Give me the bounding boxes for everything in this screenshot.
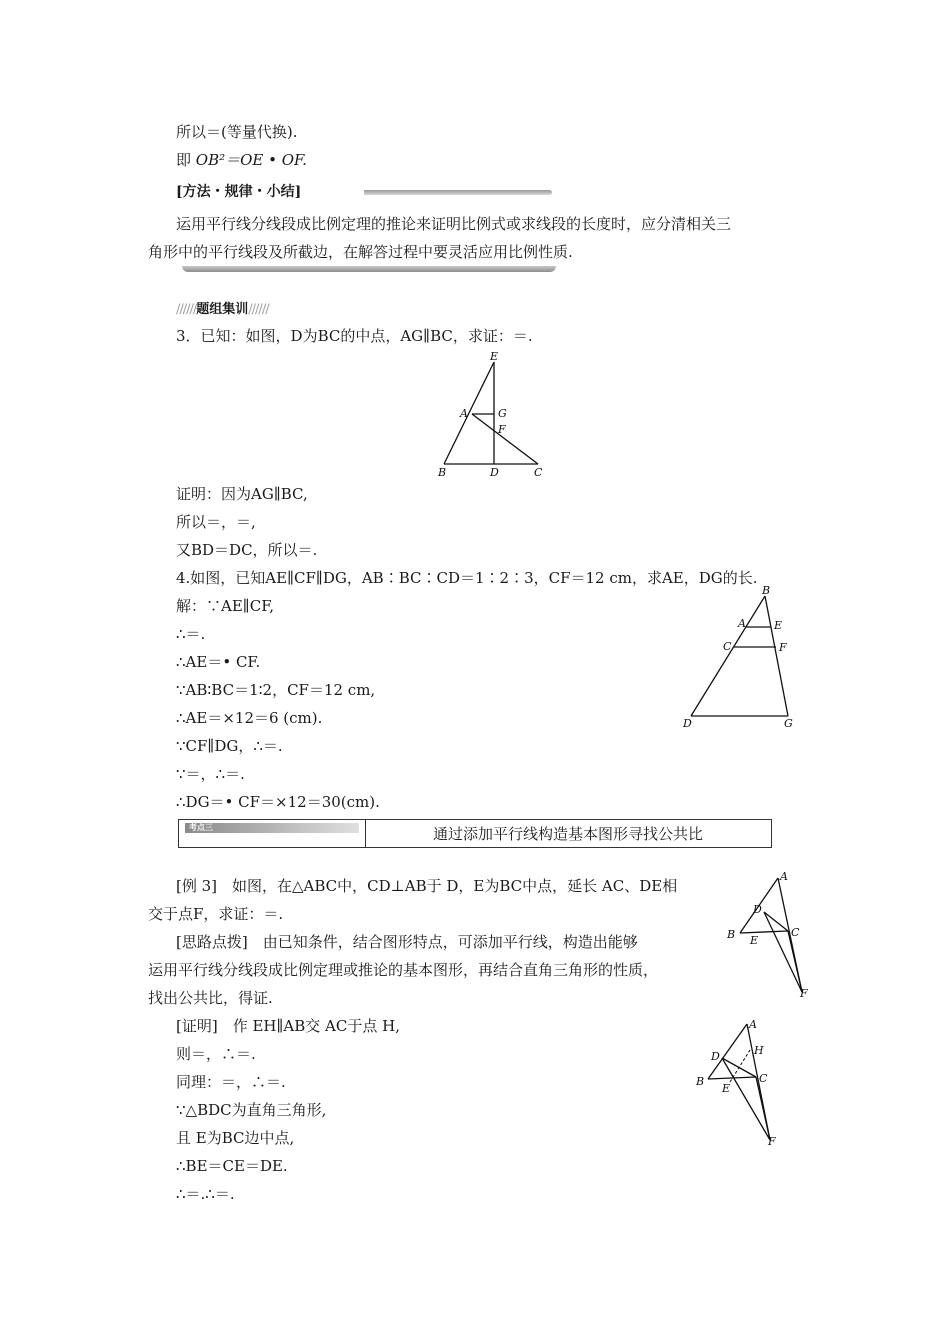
math-expression: OB²＝OE • OF. xyxy=(195,151,307,169)
figure-trapezoid-bdg xyxy=(676,584,806,734)
label-c: C xyxy=(791,926,800,939)
solution-line: ∴AE＝×12＝6 (cm). xyxy=(176,709,323,727)
proof-line: 证明：因为AG∥BC, xyxy=(176,485,308,503)
hint-line: 找出公共比，得证. xyxy=(148,989,273,1007)
solution-line: ∵CF∥DG，∴＝. xyxy=(176,737,283,755)
label-e: E xyxy=(774,619,783,632)
section-bottom-bar xyxy=(176,266,556,275)
line-df xyxy=(722,1058,770,1140)
label-b: B xyxy=(696,1075,705,1088)
proof-line: ∵△BDC为直角三角形, xyxy=(176,1101,327,1119)
line-cf xyxy=(788,931,802,992)
hatch-decoration: ////// xyxy=(176,302,197,317)
proof-line: ∴BE＝CE＝DE. xyxy=(176,1157,288,1175)
solution-line: ∴＝. xyxy=(176,625,206,643)
solution-line: 解：∵AE∥CF, xyxy=(176,597,275,615)
label-f: F xyxy=(800,987,808,1000)
figure-example3 xyxy=(720,868,820,1002)
label-b: B xyxy=(762,584,771,597)
method-section-header xyxy=(176,181,554,201)
method-body-line: 角形中的平行线段及所截边，在解答过程中要灵活应用比例性质. xyxy=(148,243,573,261)
method-body-line: 运用平行线分线段成比例定理的推论来证明比例式或求线段的长度时，应分清相关三 xyxy=(176,215,732,233)
section-rule xyxy=(364,190,552,195)
label-c: C xyxy=(723,640,732,653)
proof-line: 所以＝，＝, xyxy=(176,513,256,531)
label-a: A xyxy=(738,617,746,630)
proof-line: 则＝，∴＝. xyxy=(176,1045,256,1063)
line-eb xyxy=(444,362,494,464)
proof-line: 又BD＝DC，所以＝. xyxy=(176,541,318,559)
solution-line: ∵AB∶BC＝1∶2，CF＝12 cm, xyxy=(176,681,376,699)
hatch-decoration: ////// xyxy=(248,302,269,317)
line-dc xyxy=(764,912,788,931)
label-b: B xyxy=(438,466,447,479)
group-label-text: 题组集训 xyxy=(196,302,249,317)
key-point-title: 通过添加平行线构造基本图形寻找公共比 xyxy=(432,825,703,843)
solution-line: ∵＝，∴＝. xyxy=(176,765,245,783)
label-a: A xyxy=(780,870,788,883)
label-a: A xyxy=(460,407,468,420)
label-e: E xyxy=(750,934,759,947)
label-c: C xyxy=(534,466,543,479)
label-f: F xyxy=(768,1135,776,1148)
proof-line: 且 E为BC边中点, xyxy=(176,1129,295,1147)
label-b: B xyxy=(727,928,736,941)
label-f: F xyxy=(779,641,787,654)
key-point-tag-text: 考点三 xyxy=(189,822,213,832)
label-e: E xyxy=(722,1082,731,1095)
text-prefix: 即 xyxy=(176,151,196,169)
line-cf xyxy=(756,1077,770,1140)
line-bd xyxy=(691,596,765,716)
line-bc xyxy=(740,931,788,933)
line-bg xyxy=(765,596,788,716)
text-line xyxy=(176,150,307,170)
question-3: 3．已知：如图，D为BC的中点，AG∥BC，求证：＝. xyxy=(176,327,533,345)
label-d: D xyxy=(711,1050,720,1063)
example-3-line: 交于点F，求证：＝. xyxy=(148,905,284,923)
solution-line: ∴AE＝• CF. xyxy=(176,653,261,671)
line-df xyxy=(764,912,802,992)
proof-line: ∴＝.∴＝. xyxy=(176,1185,235,1203)
label-h: H xyxy=(754,1044,764,1057)
method-label: [方法・规律・小结] xyxy=(176,184,302,200)
label-a: A xyxy=(749,1018,757,1031)
line-bc xyxy=(708,1077,756,1079)
key-point-tag-cell xyxy=(179,820,366,847)
solution-line: ∴DG＝• CF＝×12＝30(cm). xyxy=(176,793,380,811)
label-g: G xyxy=(784,717,793,730)
question-4: 4.如图，已知AE∥CF∥DG，AB∶BC∶CD＝1∶2∶3，CF＝12 cm，求AE，DG的长. xyxy=(176,569,758,587)
key-point-table xyxy=(178,819,772,848)
proof-line: 同理：＝，∴＝. xyxy=(176,1073,286,1091)
figure-triangle-egf xyxy=(430,350,560,480)
hint-line: 运用平行线分线段成比例定理或推论的基本图形，再结合直角三角形的性质， xyxy=(148,961,659,979)
label-e: E xyxy=(490,350,499,363)
label-d: D xyxy=(683,717,692,730)
example-3-line: [例 3] 如图，在△ABC中，CD⊥AB于 D，E为BC中点，延长 AC、DE相 xyxy=(176,877,678,895)
label-d: D xyxy=(490,466,499,479)
key-point-tag xyxy=(185,823,359,833)
label-d: D xyxy=(753,903,762,916)
label-c: C xyxy=(759,1072,768,1085)
label-g: G xyxy=(498,407,507,420)
text-line: 所以＝(等量代换). xyxy=(176,123,298,141)
proof-line: [证明] 作 EH∥AB交 AC于点 H, xyxy=(176,1017,400,1035)
group-practice-label xyxy=(176,298,269,317)
line-ac xyxy=(472,414,538,464)
hint-line: [思路点拨] 由已知条件，结合图形特点，可添加平行线，构造出能够 xyxy=(176,933,638,951)
label-f: F xyxy=(498,423,506,436)
figure-example3-proof xyxy=(692,1016,792,1150)
